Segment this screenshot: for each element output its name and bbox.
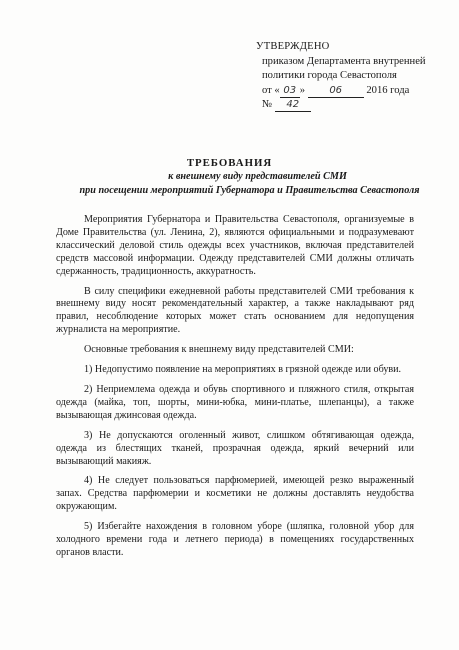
date-prefix: от « (262, 84, 280, 96)
document-subtitle-1: к внешнему виду представителей СМИ (168, 171, 347, 182)
document-title-block (0, 156, 459, 197)
approval-heading: УТВЕРЖДЕНО (256, 41, 330, 52)
date-mid: » (299, 84, 306, 96)
approval-line-1: приказом Департамента внутренней (262, 55, 426, 67)
requirement-item-5: 5) Избегайте нахождения в головном уборе (шляпка, головной убор для холодного времени года и летнего периода) в помещениях государственных органов власти. (56, 521, 414, 558)
date-year: 2016 года (366, 84, 410, 96)
date-month: 06 (308, 85, 364, 98)
paragraph-specifics: В силу специфики ежедневной работы представителей СМИ требования к внешнему виду носят рекомендательный характер, а также накладывают ряд правил, несоблюдение которых может стать основанием для недопущения журналиста на мероприятие. (56, 285, 414, 336)
document-subtitle-2: при посещении мероприятий Губернатора и Правительства Севастополя (79, 184, 420, 196)
approval-stamp (256, 40, 456, 113)
requirement-item-1: 1) Недопустимо появление на мероприятиях в грязной одежде или обуви. (84, 364, 402, 376)
approval-number (256, 98, 456, 113)
document-body (56, 214, 414, 567)
number-prefix: № (262, 99, 273, 111)
date-day: 03 (280, 85, 300, 98)
paragraph-intro: Мероприятия Губернатора и Правительства Севастополя, организуемые в Доме Правительства (ул. Ленина, 2), являются официальными и подразумевают классический деловой стиль одежды всех участников, включая представителей средств массовой информации. Одежду представителей СМИ должны отличать сдержанность, традиционность, аккуратность. (56, 214, 414, 277)
requirement-item-3: 3) Не допускаются оголенный живот, слишком обтягивающая одежда, одежда из блестящих тканей, прозрачная одежда, яркий вечерний или вызывающий макияж. (56, 429, 414, 467)
paragraph-requirements-heading: Основные требования к внешнему виду представителей СМИ: (84, 344, 354, 356)
document-title: ТРЕБОВАНИЯ (186, 157, 273, 169)
approval-line-2: политики города Севастополя (262, 70, 397, 82)
requirement-item-4: 4) Не следует пользоваться парфюмерией, имеющей резко выраженный запах. Средства парфюмерии и косметики не должны доставлять неудобства окружающим. (56, 475, 414, 513)
number-value: 42 (275, 99, 311, 112)
approval-date (256, 84, 456, 99)
requirement-item-2: 2) Неприемлема одежда и обувь спортивного и пляжного стиля, открытая одежда (майка, топ, шорты, мини-юбка, мини-платье, шлепанцы), а также вызывающая джинсовая одежда. (56, 383, 414, 421)
